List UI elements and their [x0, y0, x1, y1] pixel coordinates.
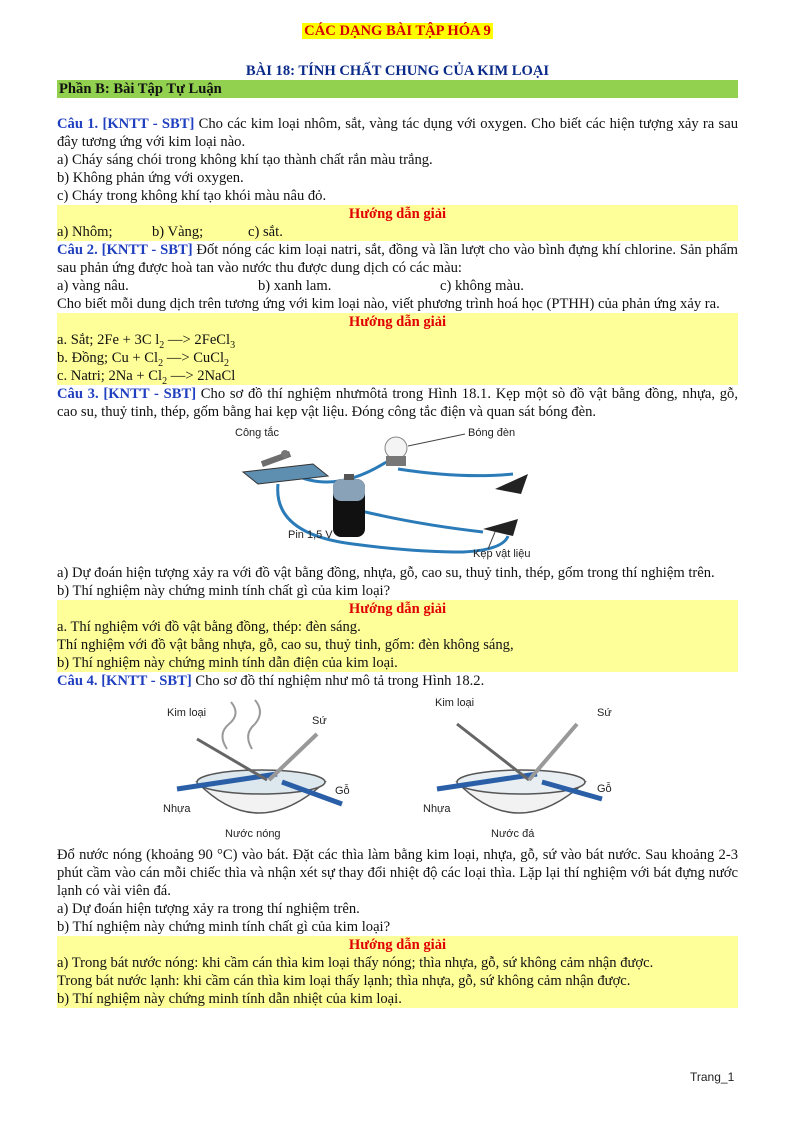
answer-4-line-2: Trong bát nước lạnh: khi cầm cán thìa kim loại thấy lạnh; thìa nhựa, gỗ, sứ không cảm nhận được.	[57, 973, 631, 989]
question-2: Câu 2. [KNTT - SBT] Đốt nóng các kim loại natri, sắt, đồng và lần lượt cho vào bình đựng khí chlorine. Sản phẩm sau phản ứng được hoà tan vào nước thu được dung dịch có các màu:	[57, 242, 738, 276]
question-3-option-a: a) Dự đoán hiện tượng xảy ra với đồ vật bằng đồng, nhựa, gỗ, cao su, thuỷ tinh, thép, gốm trong thí nghiệm trên.	[57, 565, 715, 581]
page-content	[57, 22, 738, 1008]
answer-3-line-3: b) Thí nghiệm này chứng minh tính dẫn điện của kim loại.	[57, 655, 398, 671]
question-1-option-a: a) Cháy sáng chói trong không khí tạo thành chất rắn màu trắng.	[57, 152, 433, 168]
question-2-label: Câu 2. [KNTT - SBT]	[57, 242, 193, 258]
label-hot-water: Nước nóng	[225, 828, 281, 840]
question-4-description: Đổ nước nóng (khoảng 90 °C) vào bát. Đặt các thìa làm bằng kim loại, nhựa, gỗ, sứ vào bát nước. Sau khoảng 2-3 phút cầm vào cán mỗi chiếc thìa và nhận xét sự thay đổi nhiệt độ các loại thìa. Lặp lại thí nghiệm với bát đựng nước lạnh có vài viên đá.	[57, 847, 738, 899]
label-wood-2: Gỗ	[597, 783, 612, 795]
answer-4-line-3: b) Thí nghiệm này chứng minh tính dẫn nhiệt của kim loại.	[57, 991, 402, 1007]
label-metal-1: Kim loại	[167, 707, 207, 719]
label-battery: Pin 1,5 V	[288, 529, 333, 541]
question-4-label: Câu 4. [KNTT - SBT]	[57, 673, 192, 689]
answer-4-line-1: a) Trong bát nước nóng: khi cầm cán thìa kim loại thấy nóng; thìa nhựa, gỗ, sứ không cảm nhận được.	[57, 955, 654, 971]
hint-title: Hướng dẫn giải	[348, 601, 447, 617]
label-wood-1: Gỗ	[335, 785, 350, 797]
label-porcelain-1: Sứ	[312, 715, 327, 727]
clip-1	[483, 519, 518, 536]
answer-box-4	[57, 936, 738, 1008]
question-1-label: Câu 1. [KNTT - SBT]	[57, 116, 195, 132]
clip-2	[495, 474, 528, 494]
question-1-option-c: c) Cháy trong không khí tạo khói màu nâu đỏ.	[57, 188, 327, 204]
battery	[333, 474, 365, 537]
answer-3-line-1: a. Thí nghiệm với đồ vật bằng đồng, thép: đèn sáng.	[57, 619, 361, 635]
answer-1: a) Nhôm; b) Vàng; c) sắt.	[57, 224, 283, 240]
question-2-options: a) vàng nâu. b) xanh lam. c) không màu.	[57, 278, 524, 294]
section-heading: Phần B: Bài Tập Tự Luận	[57, 80, 738, 98]
question-3: Câu 3. [KNTT - SBT] Cho sơ đồ thí nghiệm nhưmôtả trong Hình 18.1. Kẹp một sò đồ vật bằng đồng, nhựa, gỗ, cao su, thuỷ tinh, thép, gốm bằng hai kẹp vật liệu. Đóng công tắc điện và quan sát bóng đèn.	[57, 386, 738, 420]
question-4-option-a: a) Dự đoán hiện tượng xảy ra trong thí nghiệm trên.	[57, 901, 360, 917]
label-switch: Công tắc	[235, 427, 280, 439]
answer-box-3	[57, 600, 738, 672]
question-2-request: Cho biết mỗi dung dịch trên tương ứng với kim loại nào, viết phương trình hoá học (PTHH) của phản ứng xảy ra.	[57, 296, 720, 312]
label-clip: Kẹp vật liệu	[473, 548, 531, 560]
bowl-ice-water	[437, 724, 602, 813]
question-4: Câu 4. [KNTT - SBT] Cho sơ đồ thí nghiệm như mô tả trong Hình 18.2.	[57, 673, 485, 689]
label-porcelain-2: Sứ	[597, 707, 612, 719]
circuit-figure	[233, 424, 533, 562]
label-metal-2: Kim loại	[435, 697, 475, 709]
hint-title: Hướng dẫn giải	[348, 937, 447, 953]
label-plastic-1: Nhựa	[163, 803, 191, 815]
lesson-title: BÀI 18: TÍNH CHẤT CHUNG CỦA KIM LOẠI	[245, 63, 550, 79]
bulb	[385, 437, 407, 459]
answer-3-line-2: Thí nghiệm với đồ vật bằng nhựa, gỗ, cao su, thuỷ tinh, gốm: đèn không sáng,	[57, 637, 514, 653]
label-plastic-2: Nhựa	[423, 803, 451, 815]
hint-title: Hướng dẫn giải	[348, 206, 447, 222]
label-bulb: Bóng đèn	[468, 427, 516, 439]
answer-2a: a. Sắt; 2Fe + 3C $l_2$ —> 2FeCl$_3$	[57, 332, 236, 351]
answer-box-2	[57, 313, 738, 385]
question-1-option-b: b) Không phản ứng với oxygen.	[57, 170, 244, 186]
document-title: CÁC DẠNG BÀI TẬP HÓA 9	[304, 23, 491, 39]
heat-conduction-figure	[157, 694, 627, 844]
page-number: Trang_1	[690, 1070, 735, 1084]
answer-box-1	[57, 205, 738, 241]
label-ice-water: Nước đá	[491, 828, 535, 840]
question-1: Câu 1. [KNTT - SBT] Cho các kim loại nhôm, sắt, vàng tác dụng với oxygen. Cho biết các hiện tượng xảy ra sau đây tương ứng với kim loại nào.	[57, 116, 739, 150]
answer-2b: b. Đồng; $Cu + Cl_2$ —> CuCl$_2$	[57, 350, 230, 369]
question-3-option-b: b) Thí nghiệm này chứng minh tính chất gì của kim loại?	[57, 583, 391, 599]
question-4-option-b: b) Thí nghiệm này chứng minh tính chất gì của kim loại?	[57, 919, 391, 935]
question-3-label: Câu 3. [KNTT - SBT]	[57, 386, 197, 402]
hint-title: Hướng dẫn giải	[348, 314, 447, 330]
answer-2c: c. Natri; $2Na + Cl_2$ —> 2NaCl	[57, 368, 236, 387]
